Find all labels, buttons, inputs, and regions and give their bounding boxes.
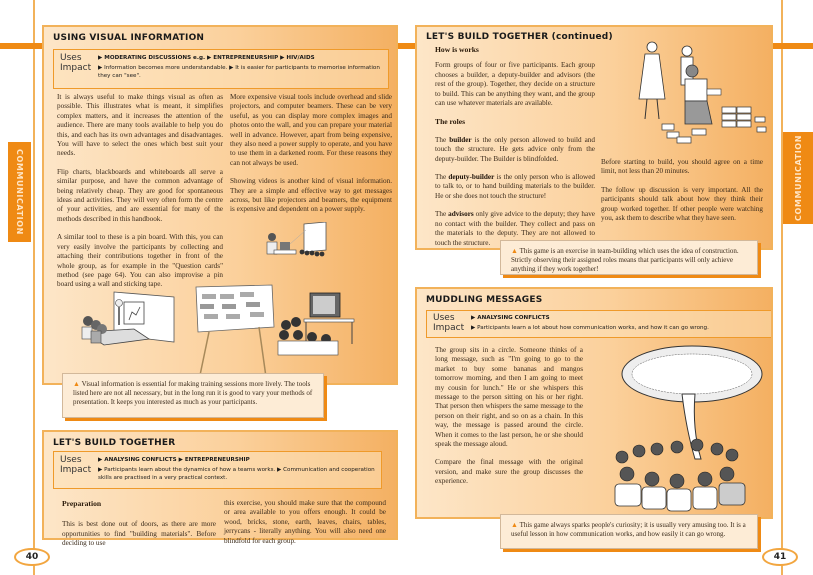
text-column-1 [435, 45, 595, 257]
paragraph: A similar tool to these is a pin board. With this, you can very easily involve the participants by collecting and attaching their contributions together in front of the whole group, as for example in the "Question cards" method (see page 64). You can also improvise a pin board using a wall and sticking tape. [57, 233, 223, 289]
subheading-how-it-works: How is works [435, 45, 479, 54]
left-accent-bar [0, 43, 42, 49]
uses-value: ▶ MODERATING DISCUSSIONS e.g. ▶ ENTREPRENEURSHIP ▶ HIV/AIDS [98, 55, 315, 61]
paragraph: The follow up discussion is very important. All the participants should talk about how they think their group worked together. If other people were watching you, ask them to describe what they have seen. [601, 185, 763, 223]
impact-label: Impact [433, 323, 465, 333]
panel-using-visual-information [42, 25, 398, 385]
paragraph: It is always useful to make things visual as often as possible. This illustrates what is meant, it simplifies complex matters, and it increases the attention of the audience. There are many tools available to help you do this, and each has its own advantages and disadvantages. You will have to select the ones which best suit your needs. [57, 93, 223, 158]
pinboard-illustration [194, 282, 284, 382]
right-page-guide-line [781, 0, 783, 575]
uses-impact-box [53, 451, 382, 489]
projector-presentation-illustration [264, 222, 344, 282]
uses-label: Uses [60, 455, 82, 465]
impact-value: ▶ Information becomes more understandable. ▶ It is easier for participants to memorise information they can "see". [98, 65, 380, 79]
tip-note-build: ▲ This game is an exercise in team-building which uses the idea of construction. Strictly observing their assigned roles means that participants will only achieve anything if they work together! [500, 240, 758, 275]
paragraph: Compare the final message with the original version, and make sure the group discusses the experience. [435, 458, 583, 486]
right-accent-bar [772, 43, 813, 49]
text-column-2 [601, 158, 763, 232]
paragraph: Before starting to build, you should agree on a time limit, not less than 20 minutes. [601, 158, 763, 176]
paragraph-deputy: The deputy-builder is the only person who is allowed to talk to, or to hand building materials to the builder. He or she does not touch the structure! [435, 173, 595, 200]
building-blindfolded-illustration [607, 29, 767, 149]
impact-label: Impact [60, 465, 92, 475]
impact-row [60, 465, 375, 482]
center-accent-bar [398, 43, 415, 49]
bullet-icon: ▲ [511, 247, 518, 255]
impact-value: ▶ Participants learn a lot about how communication works, and how it can go wrong. [471, 325, 709, 331]
section-tab-right[interactable] [783, 132, 813, 224]
text-column [435, 346, 583, 496]
section-tab-label: COMMUNICATION [15, 149, 24, 235]
uses-row [60, 455, 375, 465]
flipchart-presentation-illustration [74, 287, 184, 357]
page-number-left: 40 [14, 548, 50, 566]
paragraph-builder: The builder is the only person allowed to build and touch the structure. He gets advice only from the deputy-builder. The Builder is blindfolded. [435, 135, 595, 163]
tip-note-visual: ▲ Visual information is essential for making training sessions more lively. The tools listed here are not all necessary, but in the long run it is good to vary your methods of presentation. It keeps you interested as much as your participants. [62, 373, 324, 418]
circle-under-tree-illustration [597, 339, 772, 519]
uses-value: ▶ ANALYSING CONFLICTS ▶ ENTREPRENEURSHIP [98, 457, 250, 463]
paragraph-advisors: The advisors only give advice to the deputy; they have no contact with the builder. They collect and pass on the materials to the deputy. They are not allowed to touch the structure. [435, 210, 595, 247]
uses-row [60, 53, 382, 63]
left-page-guide-line [33, 0, 35, 575]
subheading-preparation: Preparation [62, 499, 102, 508]
page-number-right: 41 [762, 548, 798, 566]
uses-label: Uses [60, 53, 82, 63]
section-title: MUDDLING MESSAGES [426, 295, 543, 305]
video-television-illustration [274, 289, 364, 359]
uses-label: Uses [433, 313, 455, 323]
bullet-icon: ▲ [511, 521, 518, 529]
paragraph: This is best done out of doors, as there are more opportunities to find "building materials". Before deciding to use [62, 520, 216, 548]
impact-value: ▶ Participants learn about the dynamics of how a teams works. ▶ Communication and cooperation skills are practised in a very practical context. [98, 467, 375, 481]
section-tab-label: COMMUNICATION [793, 135, 803, 221]
section-title: USING VISUAL INFORMATION [53, 33, 205, 43]
paragraph: More expensive visual tools include overhead and slide projectors, and computer beamers. These can be very useful, as you can display more complex images and photos onto the wall, and you can prepare your material well in advance. However, apart from being expensive, they also need a power supply to operate, and you have to use them in a darkened room. For these reasons they can not always be used. [230, 93, 392, 167]
uses-value: ▶ ANALYSING CONFLICTS [471, 315, 550, 321]
paragraph: Flip charts, blackboards and whiteboards all serve a similar purpose, and have the common advantage of being relatively cheap. They are good for spontaneous ideas and activities. They will very often form the centre of your activities, and are essential for many of the methods described in this handbook. [57, 167, 223, 223]
text-column-2 [224, 499, 386, 555]
uses-impact-box [53, 49, 389, 89]
paragraph: The group sits in a circle. Someone thinks of a long message, such as "I'm going to go to the market to buy some bananas and mangos tomorrow morning, and then I am going to meet my cousin for lunch." He or she whispers this message to the person sitting on his or her right. That person then whispers the same message to the person on their right, and so on as a chain. In this way, the message is passed around the circle. When it comes to the last person, he or she should speak the message aloud. [435, 346, 583, 449]
impact-row [433, 323, 765, 333]
section-title: LET'S BUILD TOGETHER (continued) [426, 32, 613, 42]
panel-lets-build-together-continued [415, 25, 773, 250]
uses-row [433, 313, 765, 323]
text-column-1 [62, 499, 216, 558]
bullet-icon: ▲ [73, 380, 80, 388]
impact-label: Impact [60, 63, 92, 73]
section-title: LET'S BUILD TOGETHER [53, 438, 176, 448]
text-column-1 [57, 93, 223, 299]
impact-row [60, 63, 382, 80]
subheading-the-roles: The roles [435, 117, 466, 127]
uses-impact-box [426, 310, 771, 338]
panel-muddling-messages [415, 287, 773, 519]
paragraph: Showing videos is another kind of visual information. They are a simple and effective way to get messages across, but like projectors and beamers, the equipment is expensive and dependent on a power supply. [230, 177, 392, 214]
paragraph: Form groups of four or five participants. Each group chooses a builder, a deputy-builder and advisors (the rest of the group). Together, they decide on a structure to build. This can be anything they want, and the group can use whatever materials are available. [435, 61, 595, 108]
section-tab-left[interactable] [8, 142, 31, 242]
tip-note-muddling: ▲ This game always sparks people's curiosity; it is usually very amusing too. It is a useful lesson in how communication works, and how easily it can go wrong. [500, 514, 758, 549]
paragraph: this exercise, you should make sure that the compound or area available to you offers enough. It could be wood, bricks, stone, earth, leaves, chairs, tables, jerrycans - literally anything. You will also need one blindfold for each group. [224, 499, 386, 545]
panel-lets-build-together [42, 430, 398, 548]
text-column-2 [230, 93, 392, 224]
